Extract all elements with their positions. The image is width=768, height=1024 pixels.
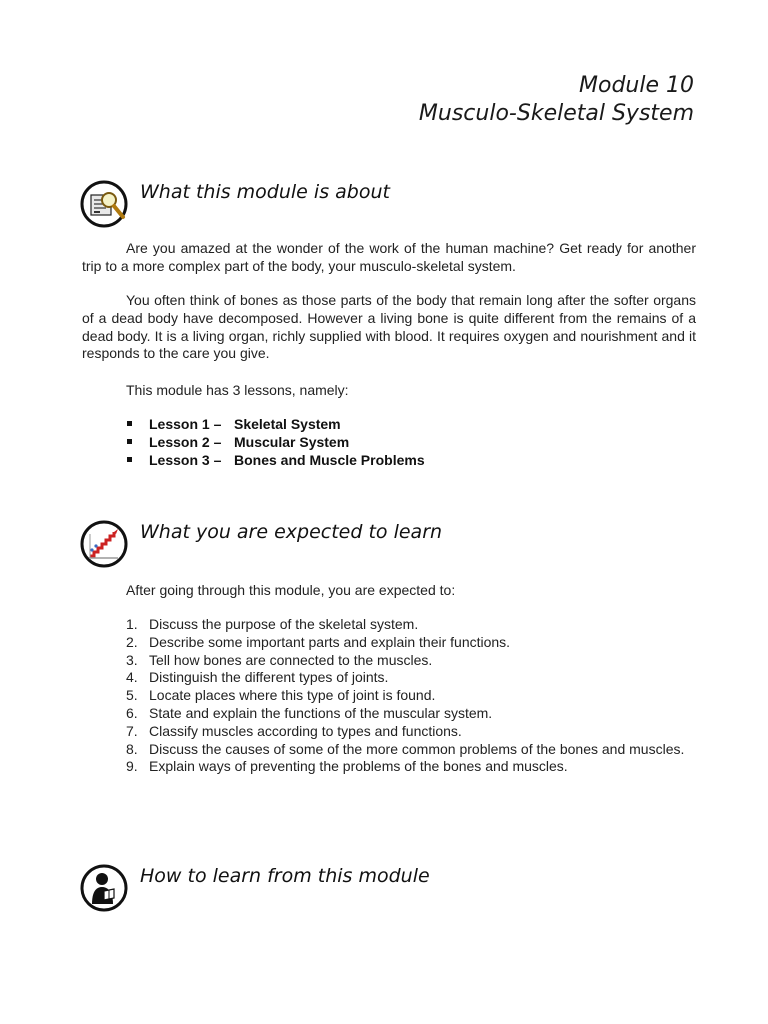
list-item: 2. Describe some important parts and explain their functions. — [126, 633, 511, 650]
lessons-intro: This module has 3 lessons, namely: — [126, 382, 349, 398]
about-paragraph-1: Are you amazed at the wonder of the work of the human machine? Get ready for another trip to a more complex part of the body, your musculo-skeletal system. — [82, 240, 696, 274]
list-item: 9. Explain ways of preventing the problems of the bones and muscles. — [126, 758, 568, 775]
magnifier-document-icon — [80, 180, 130, 230]
expected-intro: After going through this module, you are expected to: — [126, 582, 456, 598]
section-howto-header — [80, 864, 700, 916]
reading-person-icon — [80, 864, 130, 914]
list-item: Lesson 2 – Muscular System — [126, 433, 425, 451]
list-item: 7. Classify muscles according to types and functions. — [126, 722, 462, 739]
list-item: Lesson 3 – Bones and Muscle Problems — [126, 451, 425, 469]
section-about-header — [80, 180, 700, 232]
list-item: 3. Tell how bones are connected to the muscles. — [126, 651, 433, 668]
module-title: Musculo-Skeletal System — [418, 101, 694, 126]
module-heading — [419, 72, 694, 128]
list-item: 4. Distinguish the different types of joints. — [126, 669, 389, 686]
section-about-title: What this module is about — [140, 181, 390, 203]
section-expected-header — [80, 520, 700, 572]
lessons-list — [126, 415, 425, 469]
list-item: 1. Discuss the purpose of the skeletal system. — [126, 616, 419, 632]
list-item: 6. State and explain the functions of the muscular system. — [126, 704, 493, 721]
list-item: 5. Locate places where this type of joint is found. — [126, 687, 436, 704]
module-number: Module 10 — [579, 73, 694, 98]
stairs-progress-icon — [80, 520, 130, 570]
objectives-list — [126, 616, 696, 776]
section-expected-title: What you are expected to learn — [140, 521, 443, 543]
list-item: Lesson 1 – Skeletal System — [126, 415, 425, 433]
section-howto-title: How to learn from this module — [140, 865, 430, 887]
about-paragraph-2: You often think of bones as those parts of the body that remain long after the softer organs of a dead body have decomposed. However a living bone is quite different from the remains of a dead body. It is a living organ, richly supplied with blood. It requires oxygen and nourishment and it responds to the care you give. — [82, 292, 696, 362]
list-item: 8. Discuss the causes of some of the more common problems of the bones and muscles. — [126, 740, 685, 757]
